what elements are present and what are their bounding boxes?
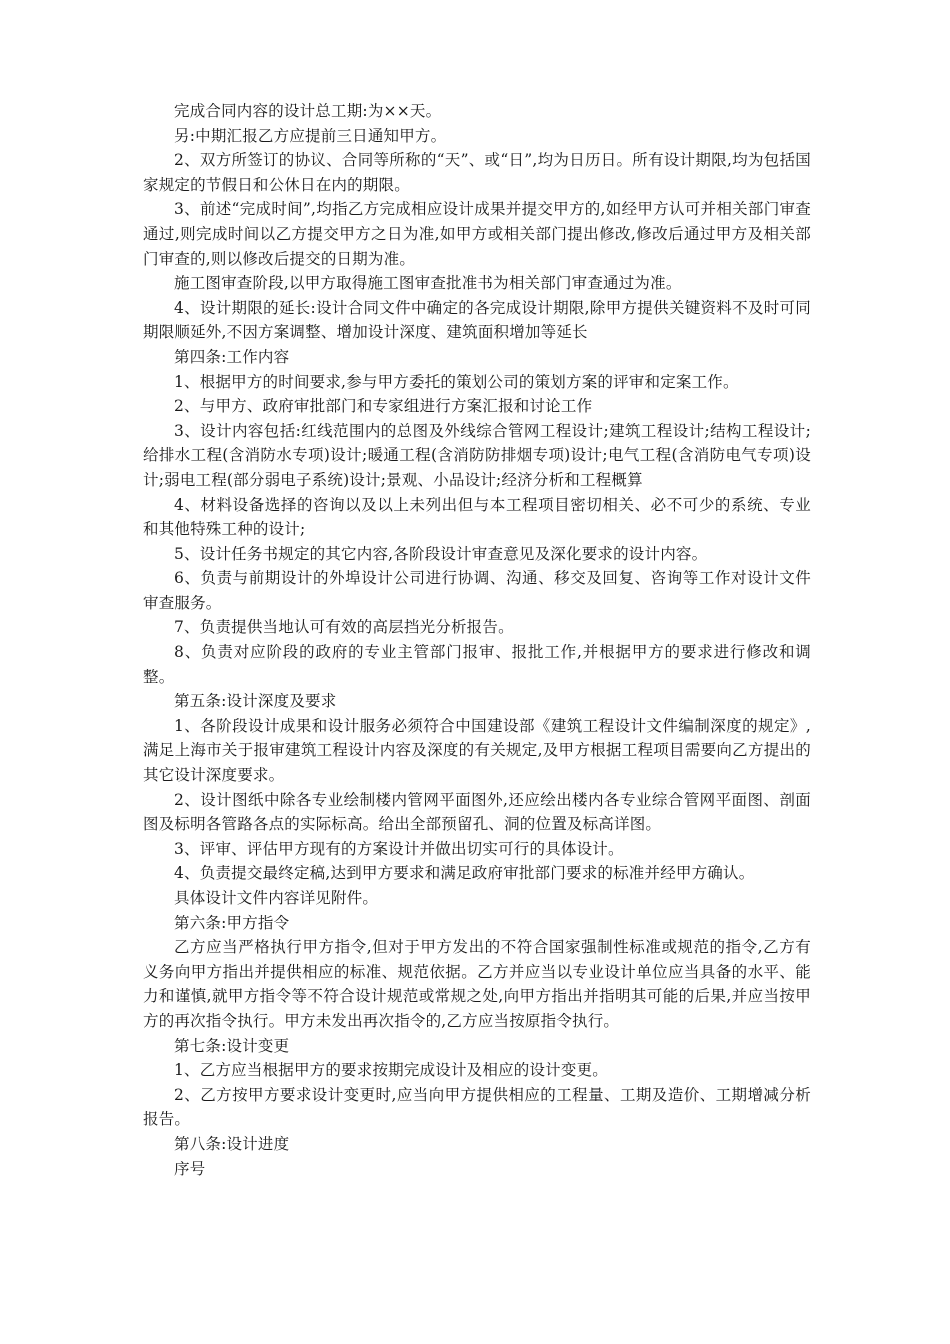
paragraph-work-7: 7、负责提供当地认可有效的高层挡光分析报告。 (174, 618, 514, 637)
paragraph-change-2: 2、乙方按甲方要求设计变更时,应当向甲方提供相应的工程量、工期及造价、工期增减分析报告。 (143, 1085, 811, 1129)
paragraph-work-1: 1、根据甲方的时间要求,参与甲方委托的策划公司的策划方案的评审和定案工作。 (174, 372, 739, 391)
paragraph-depth-2: 2、设计图纸中除各专业绘制楼内管网平面图外,还应绘出楼内各专业综合管网平面图、剖面图及标明各管路各点的实际标高。给出全部预留孔、洞的位置及标高详图。 (143, 790, 811, 834)
paragraph-period-extension: 4、设计期限的延长:设计合同文件中确定的各完成设计期限,除甲方提供关键资料不及时可同期限顺延外,不因方案调整、增加设计深度、建筑面积增加等延长 (143, 298, 811, 342)
paragraph-work-4: 4、材料设备选择的咨询以及以上未列出但与本工程项目密切相关、必不可少的系统、专业和其他特殊工种的设计; (143, 495, 811, 539)
paragraph-work-3: 3、设计内容包括:红线范围内的总图及外线综合管网工程设计;建筑工程设计;结构工程设计;给排水工程(含消防水专项)设计;暖通工程(含消防防排烟专项)设计;电气工程(含消防电气专项)设计;弱电工程(部分弱电子系统)设计;景观、小品设计;经济分析和工程概算 (143, 421, 811, 489)
section-heading-design-depth: 第五条:设计深度及要求 (174, 692, 337, 711)
paragraph-work-6: 6、负责与前期设计的外埠设计公司进行协调、沟通、移交及回复、咨询等工作对设计文件审查服务。 (143, 569, 811, 612)
section-heading-work-content: 第四条:工作内容 (174, 347, 290, 366)
section-heading-schedule: 第八条:设计进度 (174, 1134, 290, 1153)
paragraph-depth-4: 4、负责提交最终定稿,达到甲方要求和满足政府审批部门要求的标准并经甲方确认。 (174, 864, 755, 883)
table-header-serial-number: 序号 (174, 1159, 206, 1178)
paragraph-total-period: 完成合同内容的设计总工期:为××天。 (174, 102, 442, 120)
paragraph-depth-3: 3、评审、评估甲方现有的方案设计并做出切实可行的具体设计。 (174, 839, 624, 858)
paragraph-work-2: 2、与甲方、政府审批部门和专家组进行方案汇报和讨论工作 (174, 397, 593, 416)
paragraph-drawing-review: 施工图审查阶段,以甲方取得施工图审查批准书为相关部门审查通过为准。 (174, 274, 682, 293)
paragraph-calendar-days: 2、双方所签订的协议、合同等所称的“天”、或“日”,均为日历日。所有设计期限,均为包括国家规定的节假日和公休日在内的期限。 (143, 151, 811, 194)
section-heading-design-change: 第七条:设计变更 (174, 1036, 290, 1055)
paragraph-midterm-report: 另:中期汇报乙方应提前三日通知甲方。 (174, 126, 447, 145)
paragraph-completion-time: 3、前述“完成时间”,均指乙方完成相应设计成果并提交甲方的,如经甲方认可并相关部门审查通过,则完成时间以乙方提交甲方之日为准,如甲方或相关部门提出修改,修改后通过甲方及相关部门审查的,则以修改后提交的日期为准。 (143, 200, 811, 268)
paragraph-work-8: 8、负责对应阶段的政府的专业主管部门报审、报批工作,并根据甲方的要求进行修改和调整。 (143, 643, 811, 686)
paragraph-depth-annex: 具体设计文件内容详见附件。 (174, 889, 379, 907)
document-body (143, 99, 811, 1181)
paragraph-instructions: 乙方应当严格执行甲方指令,但对于甲方发出的不符合国家强制性标准或规范的指令,乙方有义务向甲方指出并提供相应的标准、规范依据。乙方并应当以专业设计单位应当具备的水平、能力和谨慎,就甲方指令等不符合设计规范或常规之处,向甲方指出并指明其可能的后果,并应当按甲方的再次指令执行。甲方未发出再次指令的,乙方应当按原指令执行。 (143, 938, 811, 1030)
paragraph-depth-1: 1、各阶段设计成果和设计服务必须符合中国建设部《建筑工程设计文件编制深度的规定》,满足上海市关于报审建筑工程设计内容及深度的有关规定,及甲方根据工程项目需要向乙方提出的其它设计深度要求。 (143, 716, 811, 785)
paragraph-change-1: 1、乙方应当根据甲方的要求按期完成设计及相应的设计变更。 (174, 1061, 608, 1080)
section-heading-instructions: 第六条:甲方指令 (174, 913, 290, 932)
paragraph-work-5: 5、设计任务书规定的其它内容,各阶段设计审查意见及深化要求的设计内容。 (174, 544, 708, 563)
